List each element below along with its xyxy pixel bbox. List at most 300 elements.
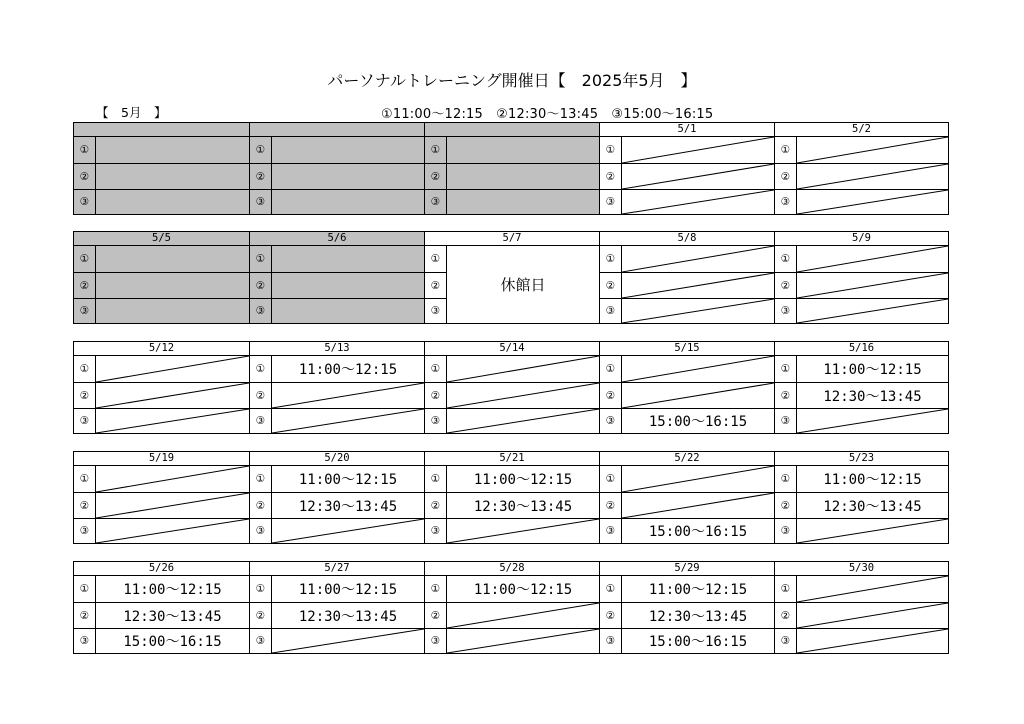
slot-number: ① bbox=[600, 466, 622, 492]
slot-number: ① bbox=[425, 576, 447, 602]
slot-time bbox=[797, 190, 948, 214]
day-date-header bbox=[250, 123, 424, 137]
time-slot-row bbox=[775, 163, 948, 189]
time-slot-row bbox=[74, 382, 249, 408]
empty-slot-slash bbox=[622, 164, 774, 189]
day-date-header: 5/15 bbox=[600, 342, 774, 356]
time-slot-row bbox=[425, 576, 599, 602]
time-slot-row bbox=[775, 492, 948, 518]
empty-slot-slash bbox=[447, 519, 599, 543]
time-slot-row bbox=[250, 189, 424, 214]
slot-number: ③ bbox=[775, 190, 797, 214]
slot-time: 11:00～12:15 bbox=[298, 582, 398, 598]
slot-number: ③ bbox=[425, 519, 447, 543]
slot-number: ① bbox=[74, 356, 96, 382]
empty-slot-slash bbox=[447, 383, 599, 408]
time-slot-row bbox=[74, 189, 249, 214]
slot-number: ② bbox=[600, 383, 622, 408]
slot-number: ③ bbox=[600, 190, 622, 214]
empty-slot-slash bbox=[96, 356, 249, 382]
slot-time: 11:00～12:15 bbox=[473, 582, 573, 598]
time-slot-row bbox=[250, 466, 424, 492]
slot-time bbox=[797, 629, 948, 653]
slot-number: ② bbox=[250, 493, 272, 518]
day-date-header: 5/20 bbox=[250, 452, 424, 466]
time-slot-row bbox=[425, 408, 599, 433]
slot-time bbox=[797, 299, 948, 323]
week-block bbox=[73, 231, 949, 324]
time-slot-row bbox=[74, 466, 249, 492]
day-date-header: 5/28 bbox=[425, 562, 599, 576]
slot-time bbox=[96, 356, 249, 382]
slot-time bbox=[797, 164, 948, 189]
slot-number: ① bbox=[250, 576, 272, 602]
day-date-header: 5/12 bbox=[74, 342, 249, 356]
slot-time bbox=[272, 629, 424, 653]
empty-slot-slash bbox=[797, 246, 948, 272]
time-slot-row bbox=[600, 298, 774, 323]
slot-number: ③ bbox=[74, 299, 96, 323]
time-slot-row bbox=[74, 356, 249, 382]
slot-time: 12:30～13:45 bbox=[823, 498, 922, 515]
empty-slot-slash bbox=[96, 409, 249, 433]
slot-time: 11:00～12:15 bbox=[298, 472, 398, 488]
day-date-header: 5/2 bbox=[775, 123, 948, 137]
empty-slot-slash bbox=[797, 190, 948, 214]
day-date-header: 5/16 bbox=[775, 342, 948, 356]
day-date-header bbox=[425, 123, 599, 137]
slot-time bbox=[96, 493, 249, 518]
slot-number: ③ bbox=[600, 299, 622, 323]
slot-time bbox=[96, 246, 249, 272]
day-column bbox=[774, 562, 948, 653]
day-column bbox=[424, 342, 599, 433]
slot-number: ③ bbox=[425, 299, 447, 323]
slot-time bbox=[797, 409, 948, 433]
time-slot-row bbox=[600, 492, 774, 518]
slot-time bbox=[797, 246, 948, 272]
slot-number: ② bbox=[600, 273, 622, 298]
slot-number: ① bbox=[775, 576, 797, 602]
slot-number: ① bbox=[250, 246, 272, 272]
slot-number: ③ bbox=[250, 409, 272, 433]
time-slot-row bbox=[425, 356, 599, 382]
slot-time: 11:00～12:15 bbox=[823, 362, 922, 378]
slot-number: ③ bbox=[425, 629, 447, 653]
slot-number: ① bbox=[425, 356, 447, 382]
time-slot-row bbox=[775, 137, 948, 163]
empty-slot-slash bbox=[622, 493, 774, 518]
slot-time bbox=[272, 409, 424, 433]
slot-time: 12:30～13:45 bbox=[298, 498, 398, 515]
slot-time bbox=[622, 273, 774, 298]
slot-time: 15:00～16:15 bbox=[648, 634, 748, 650]
time-slot-row bbox=[775, 518, 948, 543]
slot-time: 15:00～16:15 bbox=[648, 414, 748, 430]
slot-number: ② bbox=[250, 603, 272, 628]
empty-slot-slash bbox=[797, 299, 948, 323]
slot-time bbox=[447, 629, 599, 653]
empty-slot-slash bbox=[797, 137, 948, 163]
slot-time bbox=[272, 299, 424, 323]
slot-time bbox=[272, 273, 424, 298]
time-slot-row bbox=[600, 466, 774, 492]
time-slot-row bbox=[74, 272, 249, 298]
time-slot-row bbox=[74, 298, 249, 323]
slot-time: 11:00～12:15 bbox=[473, 472, 573, 488]
empty-slot-slash bbox=[96, 519, 249, 543]
time-slot-row bbox=[250, 356, 424, 382]
day-date-header: 5/29 bbox=[600, 562, 774, 576]
slot-time bbox=[622, 466, 774, 492]
slot-number: ③ bbox=[250, 299, 272, 323]
week-block bbox=[73, 451, 949, 544]
empty-slot-slash bbox=[622, 273, 774, 298]
empty-slot-slash bbox=[272, 519, 424, 543]
slot-time bbox=[797, 576, 948, 602]
day-column bbox=[424, 452, 599, 543]
time-slot-row bbox=[74, 492, 249, 518]
slot-time bbox=[447, 519, 599, 543]
slot-number: ② bbox=[775, 273, 797, 298]
slot-number: ③ bbox=[600, 409, 622, 433]
slot-number: ③ bbox=[600, 519, 622, 543]
slot-number: ① bbox=[250, 137, 272, 163]
time-slot-row bbox=[600, 246, 774, 272]
slot-time: 11:00～12:15 bbox=[823, 472, 922, 488]
slot-number: ② bbox=[425, 273, 447, 298]
time-slot-row bbox=[74, 576, 249, 602]
slot-time-legend: ①11:00～12:15 ②12:30～13:45 ③15:00～16:15 bbox=[381, 107, 714, 122]
empty-slot-slash bbox=[447, 356, 599, 382]
slot-number: ② bbox=[775, 383, 797, 408]
empty-slot-slash bbox=[797, 409, 948, 433]
time-slot-row bbox=[775, 189, 948, 214]
time-slot-row bbox=[74, 163, 249, 189]
slot-time: 12:30～13:45 bbox=[298, 608, 398, 625]
slot-time bbox=[447, 603, 599, 628]
empty-slot-slash bbox=[622, 383, 774, 408]
time-slot-row bbox=[250, 518, 424, 543]
slot-time bbox=[447, 356, 599, 382]
slot-number: ② bbox=[250, 273, 272, 298]
empty-slot-slash bbox=[622, 466, 774, 492]
slot-number: ① bbox=[600, 356, 622, 382]
slot-time bbox=[96, 409, 249, 433]
slot-number: ① bbox=[775, 137, 797, 163]
slot-number: ② bbox=[74, 164, 96, 189]
empty-slot-slash bbox=[272, 383, 424, 408]
day-date-header: 5/23 bbox=[775, 452, 948, 466]
empty-slot-slash bbox=[797, 273, 948, 298]
slot-number: ③ bbox=[74, 409, 96, 433]
slot-number: ③ bbox=[425, 190, 447, 214]
slot-number: ② bbox=[775, 603, 797, 628]
slot-time bbox=[622, 493, 774, 518]
time-slot-row bbox=[425, 466, 599, 492]
day-column bbox=[599, 123, 774, 214]
day-date-header: 5/13 bbox=[250, 342, 424, 356]
time-slot-row bbox=[600, 189, 774, 214]
time-slot-row bbox=[600, 356, 774, 382]
slot-number: ② bbox=[74, 383, 96, 408]
time-slot-row bbox=[425, 602, 599, 628]
page-title: パーソナルトレーニング開催日【 2025年5月 】 bbox=[327, 71, 697, 90]
slot-time bbox=[447, 409, 599, 433]
slot-number: ③ bbox=[775, 299, 797, 323]
slot-number: ③ bbox=[74, 190, 96, 214]
slot-time bbox=[96, 299, 249, 323]
slot-time bbox=[797, 273, 948, 298]
day-column bbox=[74, 342, 249, 433]
empty-slot-slash bbox=[622, 246, 774, 272]
slot-number: ① bbox=[74, 246, 96, 272]
time-slot-row bbox=[250, 298, 424, 323]
day-column bbox=[599, 452, 774, 543]
empty-slot-slash bbox=[797, 603, 948, 628]
slot-time bbox=[622, 190, 774, 214]
time-slot-row bbox=[425, 163, 599, 189]
day-column bbox=[74, 452, 249, 543]
time-slot-row bbox=[74, 408, 249, 433]
slot-number: ② bbox=[425, 383, 447, 408]
time-slot-row bbox=[600, 272, 774, 298]
day-column bbox=[424, 562, 599, 653]
week-block bbox=[73, 561, 949, 654]
time-slot-row bbox=[250, 246, 424, 272]
time-slot-row bbox=[775, 356, 948, 382]
empty-slot-slash bbox=[96, 493, 249, 518]
day-column bbox=[774, 232, 948, 323]
empty-slot-slash bbox=[96, 466, 249, 492]
slot-time: 12:30～13:45 bbox=[473, 498, 573, 515]
day-column bbox=[599, 342, 774, 433]
slot-time bbox=[622, 164, 774, 189]
empty-slot-slash bbox=[447, 629, 599, 653]
slot-number: ① bbox=[250, 466, 272, 492]
day-column bbox=[249, 342, 424, 433]
slot-time bbox=[96, 383, 249, 408]
empty-slot-slash bbox=[622, 356, 774, 382]
empty-slot-slash bbox=[797, 519, 948, 543]
time-slot-row bbox=[250, 163, 424, 189]
slot-time: 12:30～13:45 bbox=[823, 388, 922, 405]
day-column bbox=[249, 452, 424, 543]
slot-number: ② bbox=[600, 493, 622, 518]
empty-slot-slash bbox=[622, 190, 774, 214]
slot-number: ② bbox=[425, 493, 447, 518]
slot-number: ① bbox=[74, 576, 96, 602]
day-column bbox=[599, 562, 774, 653]
time-slot-row bbox=[250, 602, 424, 628]
empty-slot-slash bbox=[447, 603, 599, 628]
empty-slot-slash bbox=[622, 299, 774, 323]
slot-number: ① bbox=[425, 137, 447, 163]
time-slot-row bbox=[425, 382, 599, 408]
time-slot-row bbox=[425, 137, 599, 163]
slot-number: ① bbox=[425, 466, 447, 492]
day-column bbox=[424, 232, 599, 323]
time-slot-row bbox=[425, 492, 599, 518]
day-column bbox=[774, 452, 948, 543]
slot-time bbox=[96, 519, 249, 543]
slot-number: ① bbox=[775, 356, 797, 382]
day-date-header: 5/5 bbox=[74, 232, 249, 246]
day-date-header: 5/27 bbox=[250, 562, 424, 576]
slot-number: ② bbox=[74, 493, 96, 518]
slot-time: 15:00～16:15 bbox=[648, 524, 748, 540]
slot-number: ① bbox=[74, 466, 96, 492]
slot-number: ② bbox=[775, 493, 797, 518]
slot-number: ① bbox=[600, 246, 622, 272]
slot-number: ② bbox=[600, 603, 622, 628]
time-slot-row bbox=[775, 628, 948, 653]
day-date-header: 5/8 bbox=[600, 232, 774, 246]
day-date-header: 5/6 bbox=[250, 232, 424, 246]
day-date-header: 5/21 bbox=[425, 452, 599, 466]
time-slot-row bbox=[600, 602, 774, 628]
time-slot-row bbox=[425, 518, 599, 543]
slot-number: ② bbox=[74, 603, 96, 628]
slot-time: 11:00～12:15 bbox=[298, 362, 398, 378]
slot-number: ① bbox=[775, 466, 797, 492]
day-date-header: 5/22 bbox=[600, 452, 774, 466]
time-slot-row bbox=[600, 576, 774, 602]
slot-number: ① bbox=[74, 137, 96, 163]
week-block bbox=[73, 122, 949, 215]
slot-time bbox=[447, 164, 599, 189]
time-slot-row bbox=[250, 137, 424, 163]
slot-time: 12:30～13:45 bbox=[648, 608, 748, 625]
day-column bbox=[774, 123, 948, 214]
empty-slot-slash bbox=[447, 409, 599, 433]
slot-number: ③ bbox=[250, 190, 272, 214]
empty-slot-slash bbox=[96, 383, 249, 408]
week-block bbox=[73, 341, 949, 434]
slot-number: ③ bbox=[425, 409, 447, 433]
slot-time bbox=[96, 190, 249, 214]
time-slot-row bbox=[74, 518, 249, 543]
day-date-header: 5/30 bbox=[775, 562, 948, 576]
day-date-header: 5/7 bbox=[425, 232, 599, 246]
slot-number: ② bbox=[600, 164, 622, 189]
slot-time bbox=[622, 383, 774, 408]
time-slot-row bbox=[74, 137, 249, 163]
slot-time: 11:00～12:15 bbox=[648, 582, 748, 598]
slot-time bbox=[272, 519, 424, 543]
month-label: 【 5月 】 bbox=[96, 105, 167, 120]
time-slot-row bbox=[600, 382, 774, 408]
slot-number: ③ bbox=[775, 519, 797, 543]
empty-slot-slash bbox=[272, 629, 424, 653]
time-slot-row bbox=[600, 628, 774, 653]
slot-number: ③ bbox=[600, 629, 622, 653]
slot-time: 15:00～16:15 bbox=[123, 634, 222, 650]
slot-number: ① bbox=[250, 356, 272, 382]
time-slot-row bbox=[74, 246, 249, 272]
slot-number: ③ bbox=[775, 409, 797, 433]
slot-time bbox=[622, 137, 774, 163]
slot-time: 11:00～12:15 bbox=[123, 582, 222, 598]
time-slot-row bbox=[775, 382, 948, 408]
slot-time bbox=[96, 466, 249, 492]
slot-number: ③ bbox=[74, 629, 96, 653]
time-slot-row bbox=[74, 602, 249, 628]
slot-number: ① bbox=[600, 576, 622, 602]
time-slot-row bbox=[600, 163, 774, 189]
empty-slot-slash bbox=[622, 137, 774, 163]
time-slot-row bbox=[600, 408, 774, 433]
time-slot-row bbox=[775, 246, 948, 272]
slot-number: ③ bbox=[250, 629, 272, 653]
slot-number: ② bbox=[250, 383, 272, 408]
empty-slot-slash bbox=[797, 164, 948, 189]
slot-number: ③ bbox=[250, 519, 272, 543]
time-slot-row bbox=[250, 382, 424, 408]
time-slot-row bbox=[250, 576, 424, 602]
slot-number: ② bbox=[250, 164, 272, 189]
slot-number: ① bbox=[600, 137, 622, 163]
slot-number: ③ bbox=[775, 629, 797, 653]
day-column bbox=[74, 562, 249, 653]
slot-time bbox=[96, 273, 249, 298]
day-column bbox=[249, 232, 424, 323]
slot-time bbox=[622, 299, 774, 323]
time-slot-row bbox=[74, 628, 249, 653]
slot-number: ② bbox=[74, 273, 96, 298]
slot-time bbox=[447, 190, 599, 214]
slot-time bbox=[622, 246, 774, 272]
time-slot-row bbox=[775, 408, 948, 433]
slot-time bbox=[447, 137, 599, 163]
day-column bbox=[74, 123, 249, 214]
time-slot-row bbox=[250, 272, 424, 298]
time-slot-row bbox=[250, 628, 424, 653]
day-column bbox=[424, 123, 599, 214]
empty-slot-slash bbox=[272, 409, 424, 433]
day-column bbox=[249, 562, 424, 653]
closed-day-label: 休館日 bbox=[447, 246, 599, 323]
slot-number: ① bbox=[775, 246, 797, 272]
time-slot-row bbox=[425, 189, 599, 214]
time-slot-row bbox=[775, 298, 948, 323]
time-slot-row bbox=[250, 408, 424, 433]
day-date-header: 5/26 bbox=[74, 562, 249, 576]
slot-time bbox=[447, 383, 599, 408]
day-column bbox=[249, 123, 424, 214]
slot-time bbox=[272, 190, 424, 214]
time-slot-row bbox=[775, 602, 948, 628]
slot-time bbox=[797, 603, 948, 628]
time-slot-row bbox=[775, 272, 948, 298]
time-slot-row bbox=[775, 466, 948, 492]
slot-time bbox=[272, 246, 424, 272]
slot-number: ② bbox=[425, 164, 447, 189]
day-date-header: 5/19 bbox=[74, 452, 249, 466]
slot-number: ② bbox=[425, 603, 447, 628]
slot-time bbox=[272, 137, 424, 163]
slot-time bbox=[96, 164, 249, 189]
day-date-header: 5/9 bbox=[775, 232, 948, 246]
day-column bbox=[774, 342, 948, 433]
slot-number: ③ bbox=[74, 519, 96, 543]
time-slot-row bbox=[600, 137, 774, 163]
slot-number: ① bbox=[425, 246, 447, 272]
slot-time bbox=[797, 519, 948, 543]
slot-time: 12:30～13:45 bbox=[123, 608, 222, 625]
day-date-header bbox=[74, 123, 249, 137]
day-date-header: 5/14 bbox=[425, 342, 599, 356]
